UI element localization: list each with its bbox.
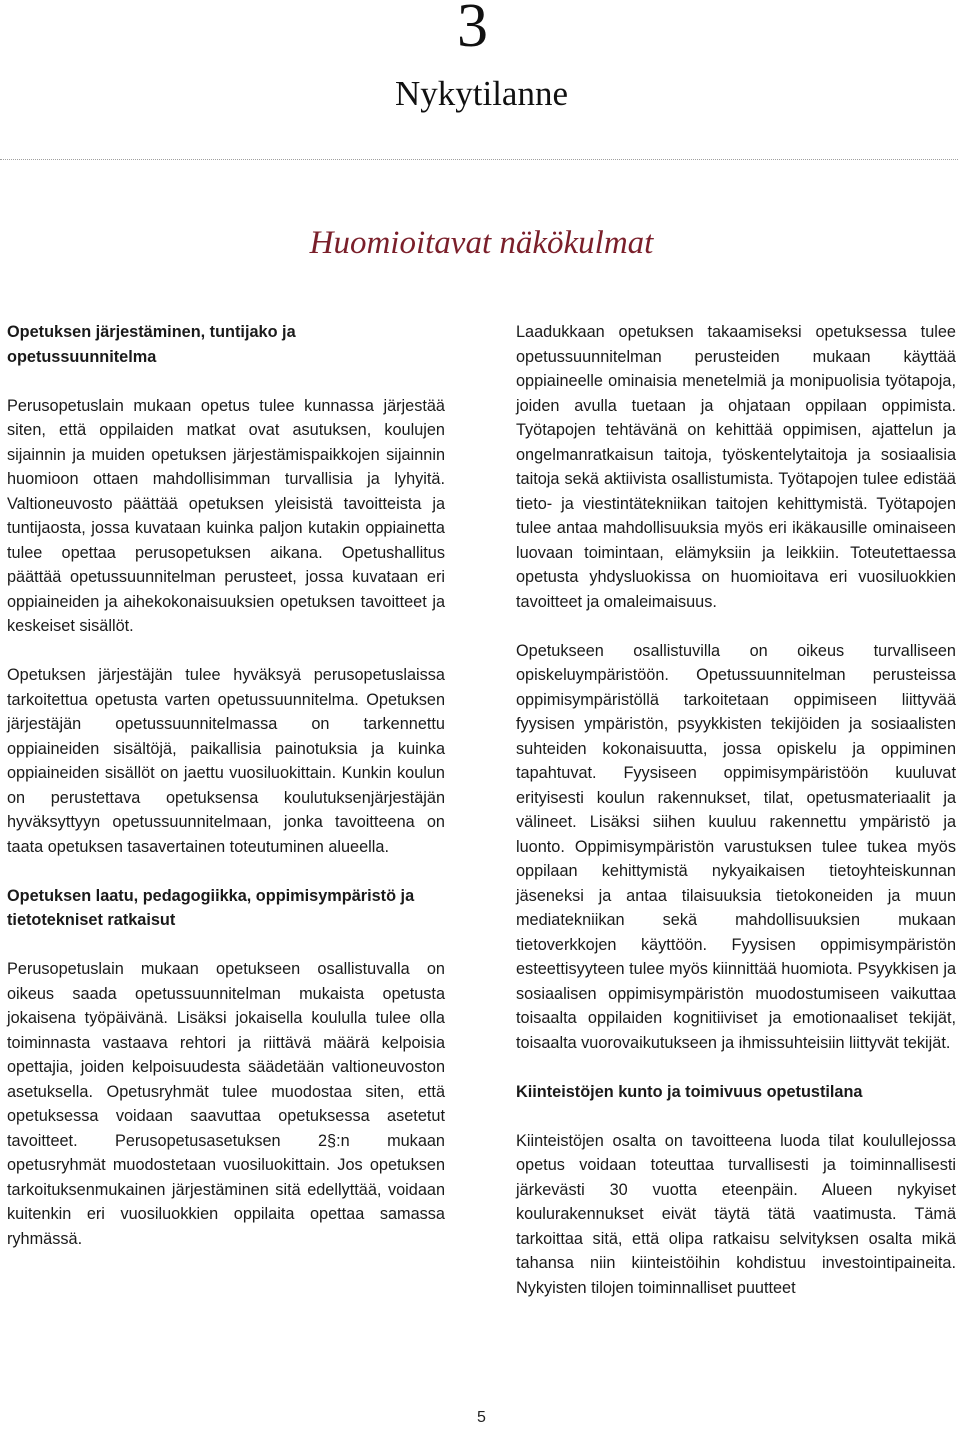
left-column <box>7 320 445 1251</box>
page-number: 5 <box>477 1409 486 1426</box>
subheading-organisation: Opetuksen järjestäminen, tuntijako ja opetussuunnitelma <box>7 323 296 366</box>
subheading-quality: Opetuksen laatu, pedagogiikka, oppimisympäristö ja tietotekniset ratkaisut <box>7 886 415 929</box>
section-heading: Huomioitavat näkökulmat <box>309 225 654 261</box>
paragraph: Laadukkaan opetuksen takaamiseksi opetuksessa tulee opetussuunnitelman perusteiden mukaan käyttää oppiaineelle ominaisia menetelmiä ja monipuolisia työtapoja, joiden avulla tuetaan ja ohjataan oppilaan oppimista. Työtapojen tehtävänä on kehittää oppimisen, ajattelun ja ongelmanratkaisun taitoja, työskentelytaitoja ja sosiaalisia taitoja sekä aktiivista osallistumista. Työtapojen tulee edistää tieto- ja viestintätekniikan taitojen kehittymistä. Työtapojen tulee antaa mahdollisuuksia myös eri ikäkausille ominaiseen luovaan toimintaan, elämyksiin ja leikkiin. Toteutettaessa opetusta yhdysluokissa on huomioitava eri vuosiluokkien tavoitteet ja omaleimaisuus. <box>516 323 956 611</box>
right-column <box>516 320 956 1300</box>
paragraph: Opetukseen osallistuvilla on oikeus turvalliseen opiskeluympäristöön. Opetussuunnitelman perusteissa oppimisympäristöllä tarkoitetaan oppimiseen liittyvää fyysisen ympäristön, psyykkisten tekijöiden ja sosiaalisten suhteiden kokonaisuutta, jossa opiskelu ja oppiminen tapahtuvat. Fyysiseen oppimisympäristöön kuuluvat erityisesti koulun rakennukset, tilat, opetusmateriaalit ja välineet. Lisäksi siihen kuuluu rakennettu ympäristö ja luonto. Oppimisympäristön varustuksen tulee tukea myös oppilaan kehittymistä nykyaikaisen tietoyhteiskunnan jäseneksi ja antaa tilaisuuksia tietokoneiden ja muun mediatekniikan sekä mahdollisuuksien mukaan tietoverkkojen käyttöön. Fyysisen oppimisympäristön esteettisyyteen tulee myös kiinnittää huomiota. Psyykkisen ja sosiaalisen oppimisympäristön muodostumiseen vaikuttaa toisaalta oppilaiden kognitiiviset ja emotionaaliset tekijät, toisaalta vuorovaikutukseen ja ihmissuhteisiin liittyvät tekijät. <box>516 641 956 1052</box>
chapter-number: 3 <box>457 0 488 60</box>
chapter-title: Nykytilanne <box>394 74 569 113</box>
divider <box>0 159 958 160</box>
paragraph: Perusopetuslain mukaan opetus tulee kunnassa järjestää siten, että oppilaiden matkat ovat asutuksen, koulujen sijainnin ja muiden opetuksen järjestämispaikkojen sijainnin huomioon ottaen mahdollisimman turvallisia ja lyhyitä. Valtioneuvosto päättää opetuksen yleisistä tavoitteista ja tuntijaosta, jossa kuvataan kuinka paljon kutakin oppiainetta tulee opettaa perusopetuksen aikana. Opetushallitus päättää opetussuunnitelman perusteet, jossa kuvataan eri oppiaineiden ja aihekokonaisuuksien opetuksen tavoitteet ja keskeiset sisällöt. <box>7 396 445 635</box>
paragraph: Perusopetuslain mukaan opetukseen osallistuvalla on oikeus saada opetussuunnitelman mukaista opetusta jokaisena työpäivänä. Lisäksi jokaisella koululla tulee olla toiminnasta vastaava rehtori ja riittävä määrä kelpoisia opettajia, joiden kelpoisuudesta säädetään valtioneuvoston asetuksella. Opetusryhmät tulee muodostaa siten, että opetuksessa voidaan saavuttaa opetuksessa asetetut tavoitteet. Perusopetusasetuksen 2§:n mukaan opetusryhmät muodostetaan vuosiluokittain. Jos opetuksen tarkoituksenmukainen järjestäminen sitä edellyttää, voidaan kuitenkin eri vuosiluokkien oppilaita opettaa samassa ryhmässä. <box>7 960 445 1248</box>
paragraph: Kiinteistöjen osalta on tavoitteena luoda tilat koulullejossa opetus voidaan toteuttaa turvallisesti ja toiminnallisesti järkevästi 30 vuotta eteenpäin. Alueen nykyiset koulurakennukset eivät täytä tätä vaatimusta. Tämä tarkoittaa sitä, että olipa ratkaisu selvityksen osalta mikä tahansa niin kiinteistöihin kohdistuu investointipaineita. Nykyisten tilojen toiminnalliset puutteet <box>516 1131 956 1297</box>
subheading-buildings: Kiinteistöjen kunto ja toimivuus opetustilana <box>516 1082 863 1101</box>
paragraph: Opetuksen järjestäjän tulee hyväksyä perusopetuslaissa tarkoitettua opetusta varten opetussuunnitelma. Opetuksen järjestäjän opetussuunnitelmassa on tarkennettu oppiaineiden sisältöjä, paikallisia painotuksia ja kuinka oppiaineiden sisällöt on jaettu vuosiluokittain. Kunkin koulun on perustettava opetuksensa koulutuksenjärjestäjän hyväksyttyyn opetussuunnitelmaan, jonka tavoitteena on taata opetuksen tasavertainen toteutuminen alueella. <box>7 666 445 856</box>
